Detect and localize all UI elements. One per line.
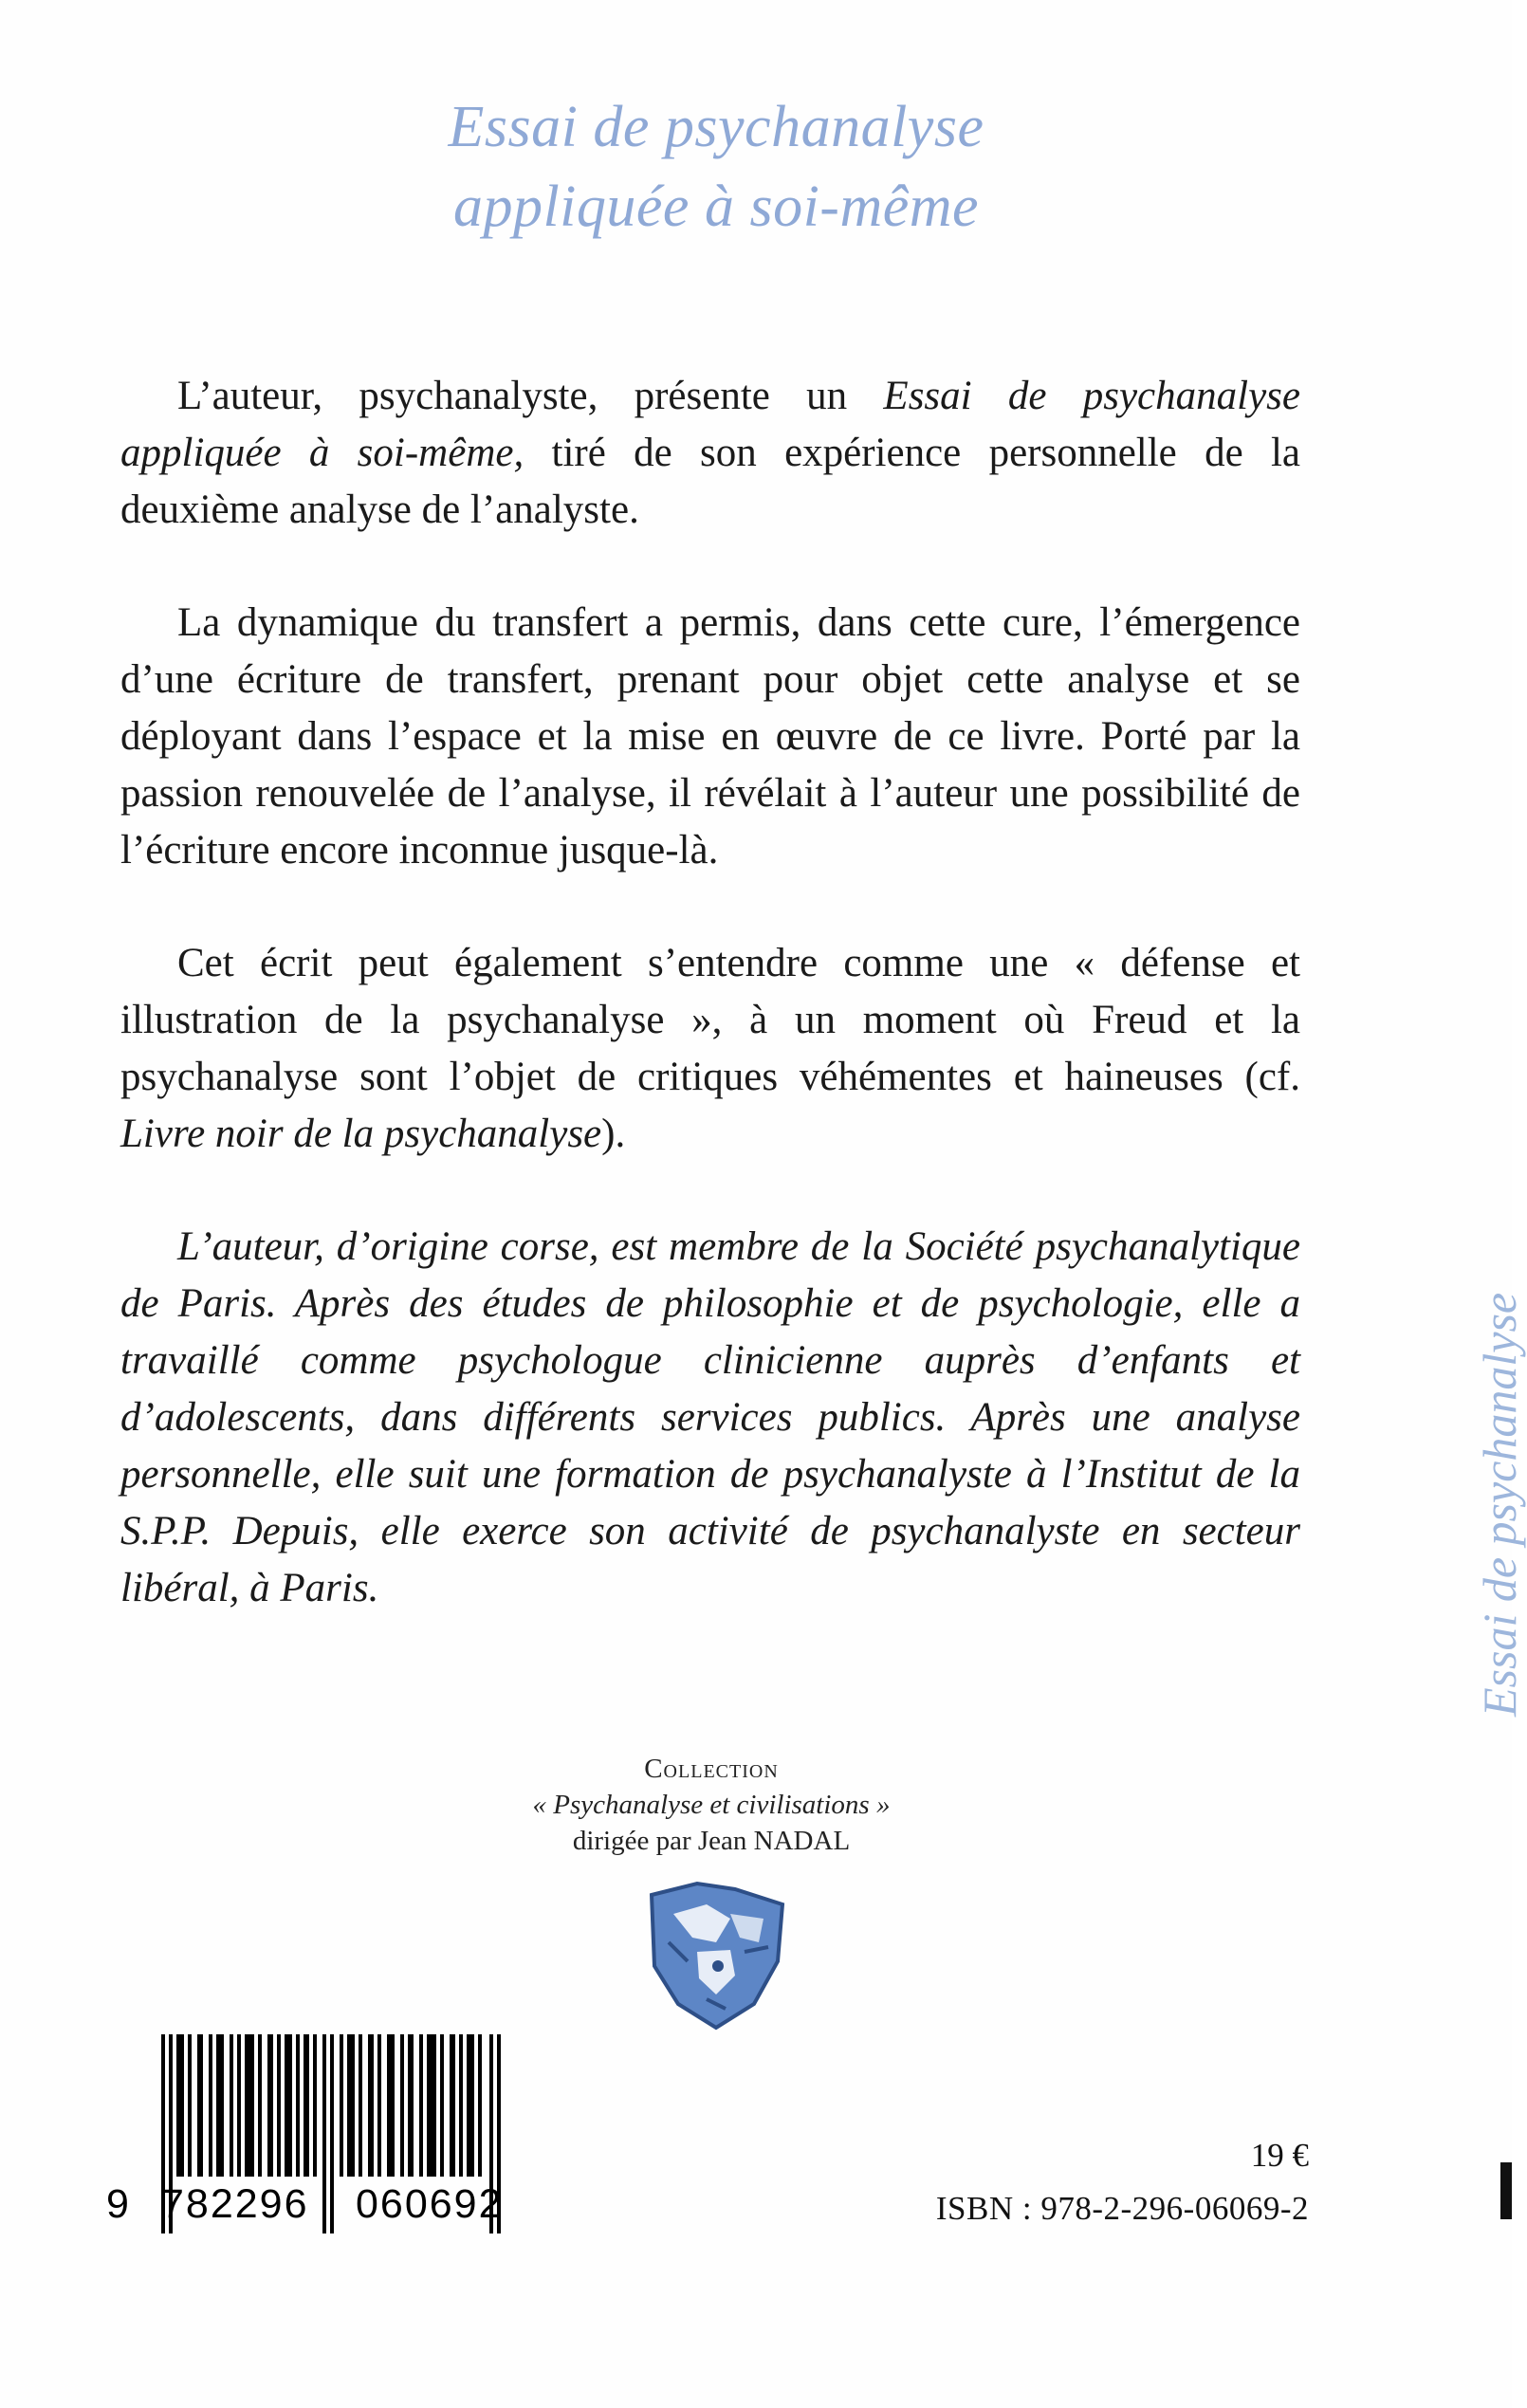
isbn: ISBN : 978-2-296-06069-2 bbox=[935, 2190, 1309, 2227]
blurb bbox=[120, 368, 1300, 1617]
barcode-digit-first: 9 bbox=[106, 2181, 131, 2227]
paragraph-intro-title: Essai de psychanalyse appliquée à soi-même, bbox=[120, 374, 1300, 475]
paragraph-intro-text: L’auteur, psychanalyste, présente un bbox=[177, 374, 884, 418]
spine-mark bbox=[1500, 2162, 1512, 2219]
collection-series: « Psychanalyse et civilisations » bbox=[532, 1790, 891, 1820]
collection-info bbox=[0, 1751, 1423, 1859]
collection-director: dirigée par Jean NADAL bbox=[572, 1826, 851, 1856]
paragraph-defense-text-end: ). bbox=[601, 1112, 626, 1156]
publisher-emblem-icon bbox=[640, 1876, 792, 2032]
paragraph-defense bbox=[120, 935, 1300, 1163]
paragraph-defense-title: Livre noir de la psychanalyse bbox=[120, 1112, 602, 1156]
paragraph-intro bbox=[120, 368, 1300, 539]
title-line-1: Essai de psychanalyse bbox=[448, 95, 984, 159]
barcode-group-1: 782296 bbox=[161, 2181, 309, 2227]
paragraph-author-bio: L’auteur, d’origine corse, est membre de la Société psychanalytique de Paris. Après des études de philosophie et de psychologie, elle a travaillé comme psychologue clinicienne auprès d’enfants et d’adolescents, dans différents services publics. Après une analyse personnelle, elle suit une formation de psychanalyste à l’Institut de la S.P.P. Depuis, elle exerce son activité de psychanalyste en secteur libéral, à Paris. bbox=[120, 1224, 1300, 1610]
spine-title: Essai de psychanalyse bbox=[1473, 1292, 1526, 1717]
collection-label: Collection bbox=[644, 1754, 779, 1784]
paragraph-transfer: La dynamique du transfert a permis, dans cette cure, l’émergence d’une écriture de transfert, prenant pour objet cette analyse et se déployant dans l’espace et la mise en œuvre de ce livre. Porté par la passion renouvelée de l’analyse, il révélait à l’auteur une possibilité de l’écriture encore inconnue jusque-là. bbox=[120, 600, 1300, 873]
paragraph-defense-text: Cet écrit peut également s’entendre comme une « défense et illustration de la psychanalyse », à un moment où Freud et la psychanalyse sont l’objet de critiques véhémentes et haineuses (cf. bbox=[120, 941, 1300, 1099]
paragraph-intro-text-end: tiré de son expérience personnelle de la deuxième analyse de l’analyste. bbox=[120, 431, 1301, 532]
book-title bbox=[0, 87, 1432, 247]
price: 19 € bbox=[1250, 2137, 1309, 2174]
barcode-group-2: 060692 bbox=[356, 2181, 504, 2227]
title-line-2: appliquée à soi-même bbox=[452, 175, 980, 239]
spine-edge bbox=[1468, 1204, 1526, 1726]
barcode-digits bbox=[106, 2181, 524, 2228]
